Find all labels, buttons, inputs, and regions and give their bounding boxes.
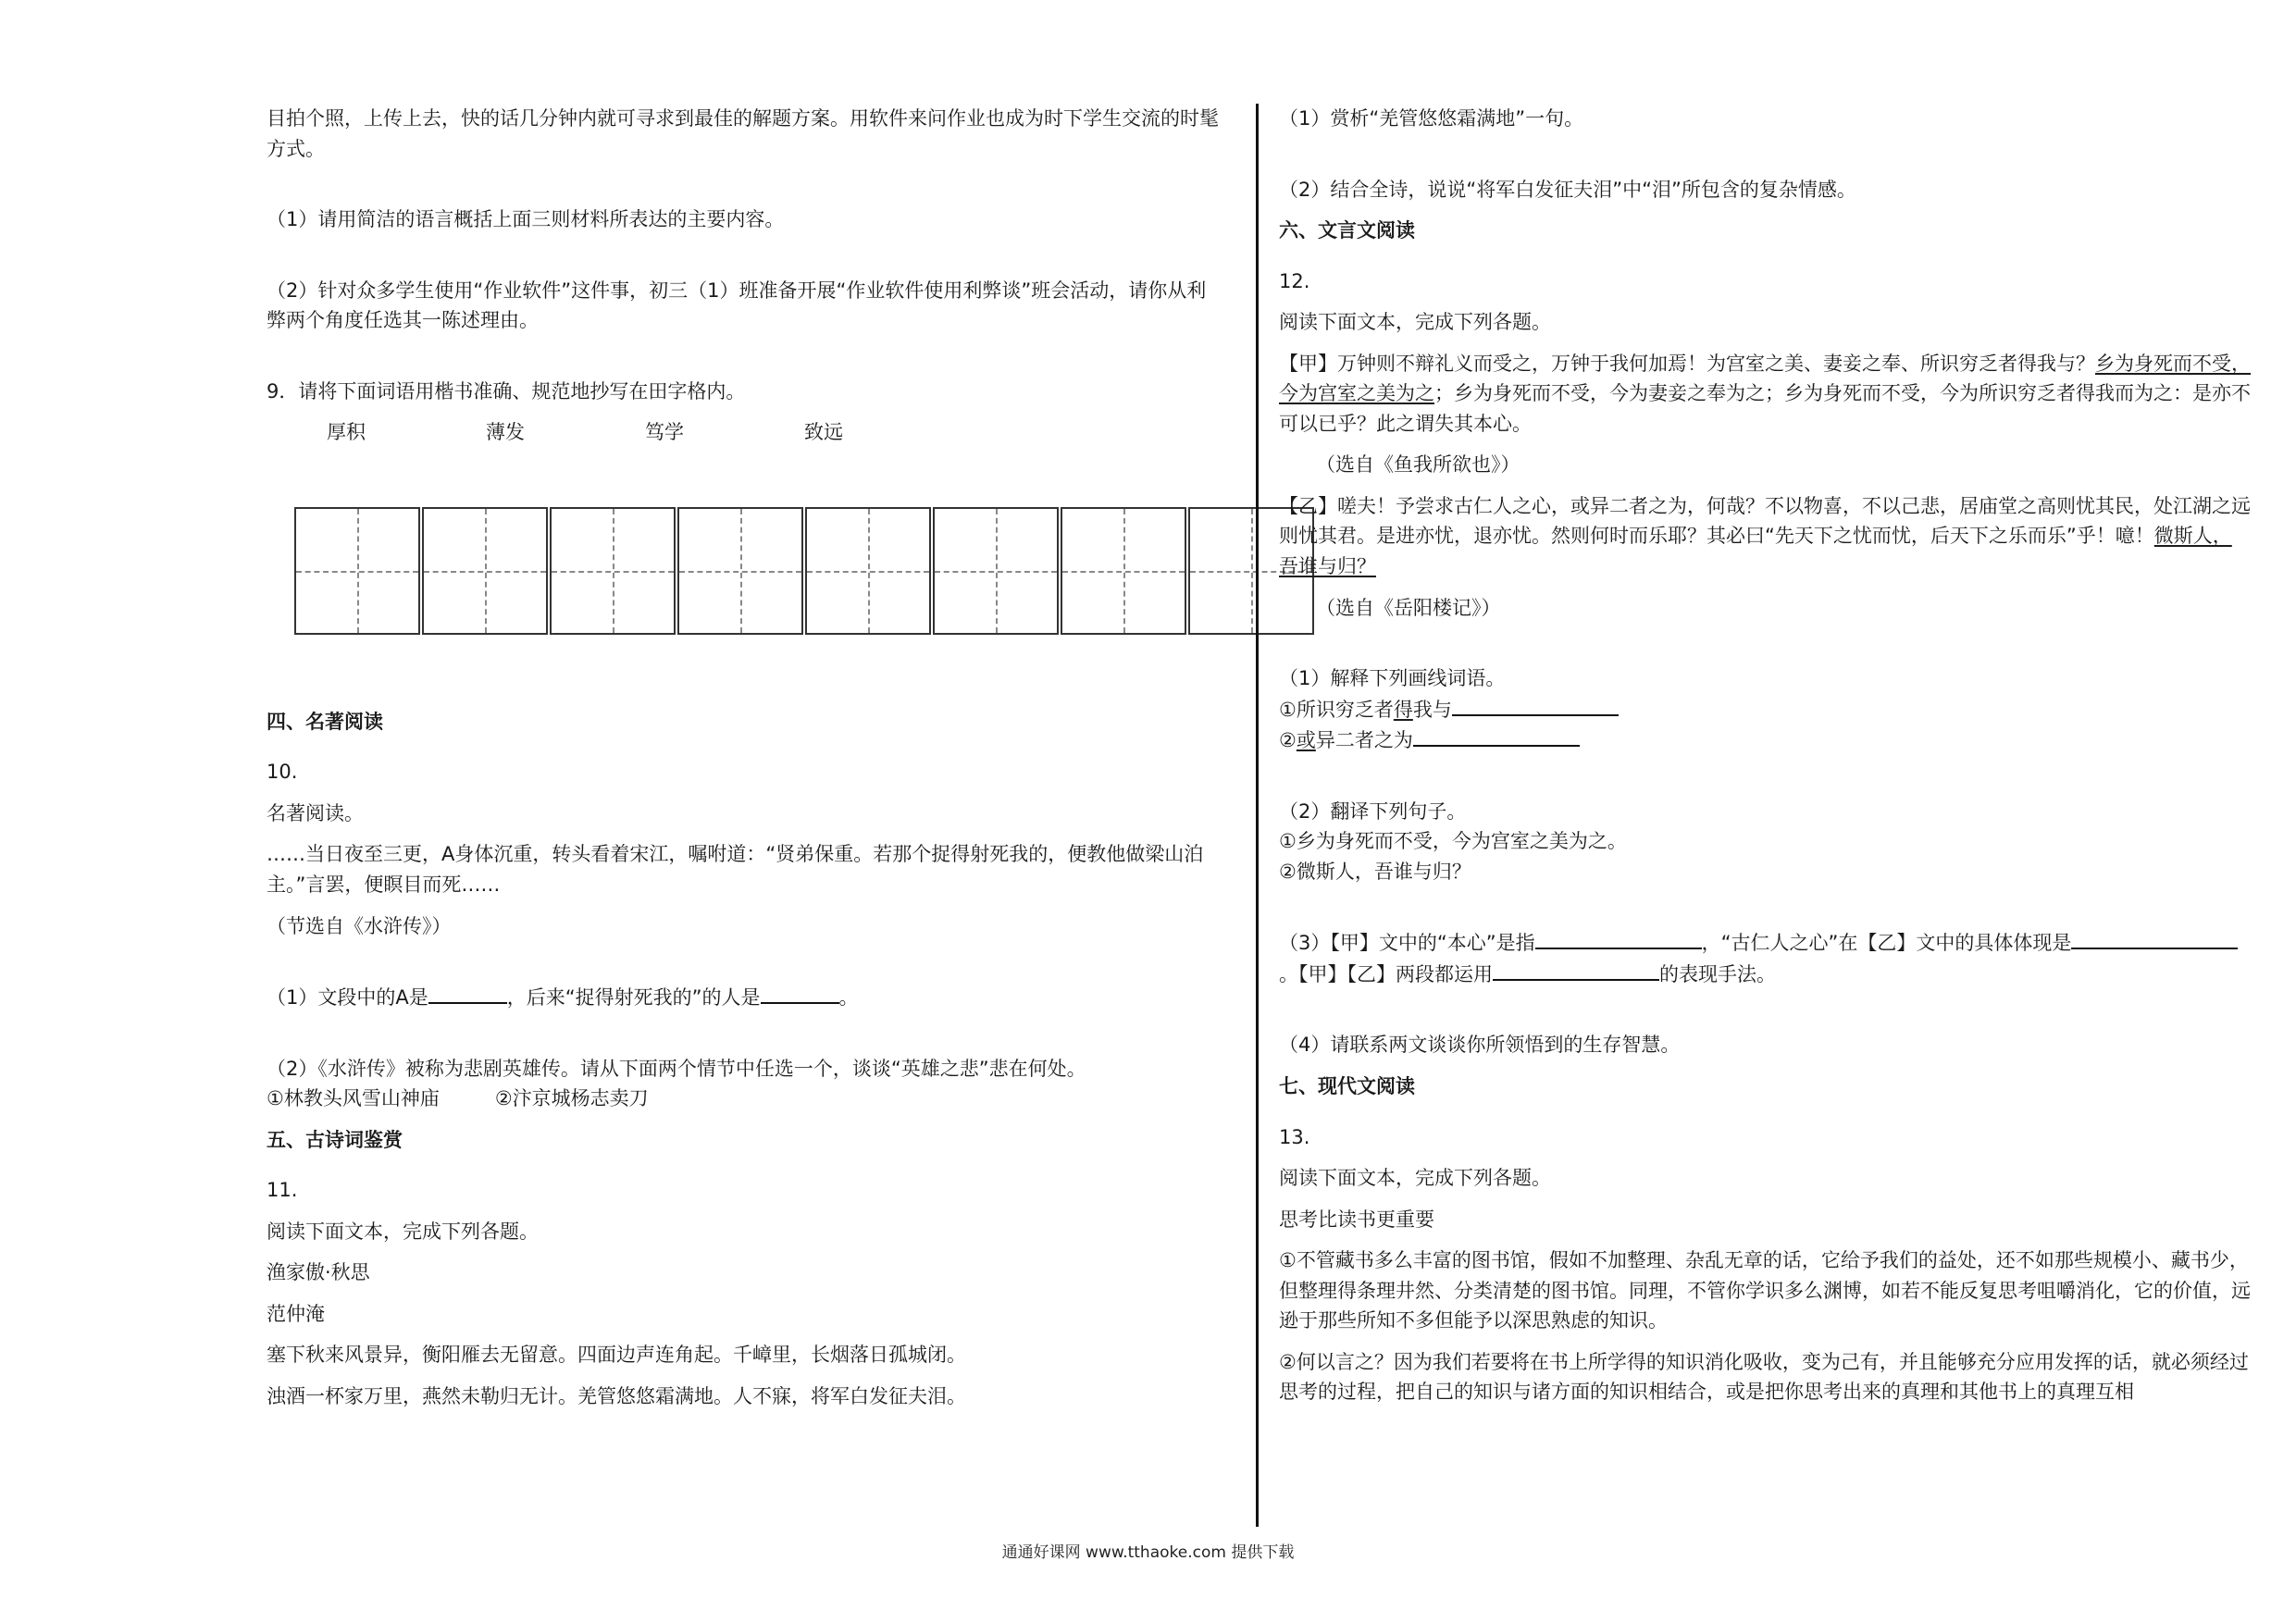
question-10-2-options <box>267 1084 1222 1114</box>
section-6-title: 六、文言文阅读 <box>1279 219 1415 242</box>
question-12-2: （2）翻译下列句子。 <box>1279 799 1467 823</box>
poem-author: 范仲淹 <box>267 1302 325 1325</box>
passage-yi-source: （选自《岳阳楼记》） <box>1316 596 1501 619</box>
right-column <box>1279 104 2251 1407</box>
article-paragraph-1: ①不管藏书多么丰富的图书馆，假如不加整理、杂乱无章的话，它给予我们的益处，还不如那些规模小、藏书少，但整理得条理井然、分类清楚的图书馆。同理，不管你学识多么渊博，如若不能反复思考咀嚼消化，它的价值，远逊于那些所知不多但能予以深思熟虑的知识。 <box>1279 1249 2251 1332</box>
question-12-number: 12. <box>1279 269 1310 292</box>
article-paragraph-2: ②何以言之？因为我们若要将在书上所学得的知识消化吸收，变为己有，并且能够充分应用发挥的话，就必须经过思考的过程，把自己的知识与诸方面的知识相结合，或是把你思考出来的真理和其他书上的真理互相 <box>1279 1350 2249 1404</box>
question-11-2: （2）结合全诗，说说“将军白发征夫泪”中“泪”所包含的复杂情感。 <box>1279 178 1856 201</box>
column-divider <box>1256 104 1259 1527</box>
passage-jia: 【甲】万钟则不辩礼义而受之，万钟于我何加焉！为宫室之美、妻妾之奉、所识穷乏者得我与？乡为身死而不受，今为宫室之美为之；乡为身死而不受，今为妻妾之奉为之；乡为身死而不受，今为所识穷乏者得我而为之：是亦不可以已乎？此之谓失其本心。 <box>1279 352 2251 435</box>
question-12-intro: 阅读下面文本，完成下列各题。 <box>1279 311 1551 334</box>
answer-blank[interactable] <box>1413 725 1580 747</box>
grid-cell[interactable] <box>933 507 1059 635</box>
word: 致远 <box>804 421 843 444</box>
question-11-intro: 阅读下面文本，完成下列各题。 <box>267 1220 539 1243</box>
grid-cell[interactable] <box>550 507 676 635</box>
word: 笃学 <box>645 421 684 444</box>
word: 厚积 <box>327 421 366 444</box>
question-10-intro: 名著阅读。 <box>267 801 364 824</box>
question-10-1: （1）文段中的A是 ，后来“捉得射死我的”的人是 。 <box>267 982 1222 1013</box>
poem-line-1: 塞下秋来风景异，衡阳雁去无留意。四面边声连角起。千嶂里，长烟落日孤城闭。 <box>267 1344 966 1367</box>
answer-blank[interactable] <box>1493 959 1659 981</box>
section-7-title: 七、现代文阅读 <box>1279 1075 1415 1098</box>
question-12-1: （1）解释下列画线词语。 <box>1279 667 1506 690</box>
question-8-2: （2）针对众多学生使用“作业软件”这件事，初三（1）班准备开展“作业软件使用利弊谈”班会活动，请你从利弊两个角度任选其一陈述理由。 <box>267 279 1207 332</box>
passage-yi: 【乙】嗟夫！予尝求古仁人之心，或异二者之为，何哉？不以物喜，不以己悲，居庙堂之高则忧其民，处江湖之远则忧其君。是进亦忧，退亦忧。然则何时而乐耶？其必曰“先天下之忧而忧，后天下之乐而乐”乎！噫！微斯人，吾谁与归？ <box>1279 494 2251 578</box>
article-title: 思考比读书更重要 <box>1279 1208 1434 1231</box>
grid-cell[interactable] <box>294 507 420 635</box>
question-8-1: （1）请用简洁的语言概括上面三则材料所表达的主要内容。 <box>267 208 785 231</box>
question-13-number: 13. <box>1279 1125 1310 1148</box>
question-9: 9．请将下面词语用楷书准确、规范地抄写在田字格内。 <box>267 379 746 403</box>
question-10-2: （2）《水浒传》被称为悲剧英雄传。请从下面两个情节中任选一个，谈谈“英雄之悲”悲在何处。 <box>267 1057 1086 1080</box>
answer-blank[interactable] <box>1452 694 1619 716</box>
poem-title: 渔家傲·秋思 <box>267 1261 370 1284</box>
question-12-1a: ①所识穷乏者得我与 <box>1279 694 2251 725</box>
grid-cell[interactable] <box>677 507 803 635</box>
grid-cell[interactable] <box>1061 507 1186 635</box>
tianzige-grid[interactable] <box>294 507 1316 638</box>
grid-cell[interactable] <box>422 507 548 635</box>
answer-blank[interactable] <box>761 982 839 1004</box>
question-12-2a: ①乡为身死而不受，今为宫室之美为之。 <box>1279 830 1627 853</box>
question-11-number: 11. <box>267 1179 298 1202</box>
question-10-passage: ……当日夜至三更，A身体沉重，转头看着宋江，嘱咐道：“贤弟保重。若那个捉得射死我的，便教他做梁山泊主。”言罢，便瞑目而死…… <box>267 843 1204 897</box>
poem-line-2: 浊酒一杯家万里，燕然未勒归无计。羌管悠悠霜满地。人不寐，将军白发征夫泪。 <box>267 1385 966 1408</box>
question-13-intro: 阅读下面文本，完成下列各题。 <box>1279 1167 1551 1190</box>
answer-blank[interactable] <box>1535 927 1702 949</box>
word: 薄发 <box>486 421 525 444</box>
section-4-title: 四、名著阅读 <box>267 710 383 733</box>
question-12-3: （3）【甲】文中的“本心”是指 ，“古仁人之心”在【乙】文中的具体体现是。【甲】【乙】两段都运用 的表现手法。 <box>1279 927 2251 989</box>
material-intro: 目拍个照，上传上去，快的话几分钟内就可寻求到最佳的解题方案。用软件来问作业也成为时下学生交流的时髦方式。 <box>267 107 1219 160</box>
question-10-number: 10. <box>267 761 298 784</box>
grid-cell[interactable] <box>805 507 931 635</box>
page-footer: 通通好课网 www.tthaoke.com 提供下载 <box>1001 1543 1295 1562</box>
question-11-1: （1）赏析“羌管悠悠霜满地”一句。 <box>1279 107 1584 130</box>
word-list <box>267 417 1222 448</box>
question-12-4: （4）请联系两文谈谈你所领悟到的生存智慧。 <box>1279 1034 1681 1057</box>
left-column <box>267 104 1222 1412</box>
option-2: ②汴京城杨志卖刀 <box>494 1087 649 1110</box>
section-5-title: 五、古诗词鉴赏 <box>267 1128 403 1151</box>
question-12-1b: ②或异二者之为 <box>1279 725 2251 756</box>
option-1: ①林教头风雪山神庙 <box>267 1087 440 1110</box>
passage-jia-source: （选自《鱼我所欲也》） <box>1316 453 1520 477</box>
answer-blank[interactable] <box>428 982 507 1004</box>
question-12-2b: ②微斯人，吾谁与归？ <box>1279 860 1471 883</box>
answer-blank[interactable] <box>2071 927 2238 949</box>
question-10-source: （节选自《水浒传》） <box>267 914 452 937</box>
